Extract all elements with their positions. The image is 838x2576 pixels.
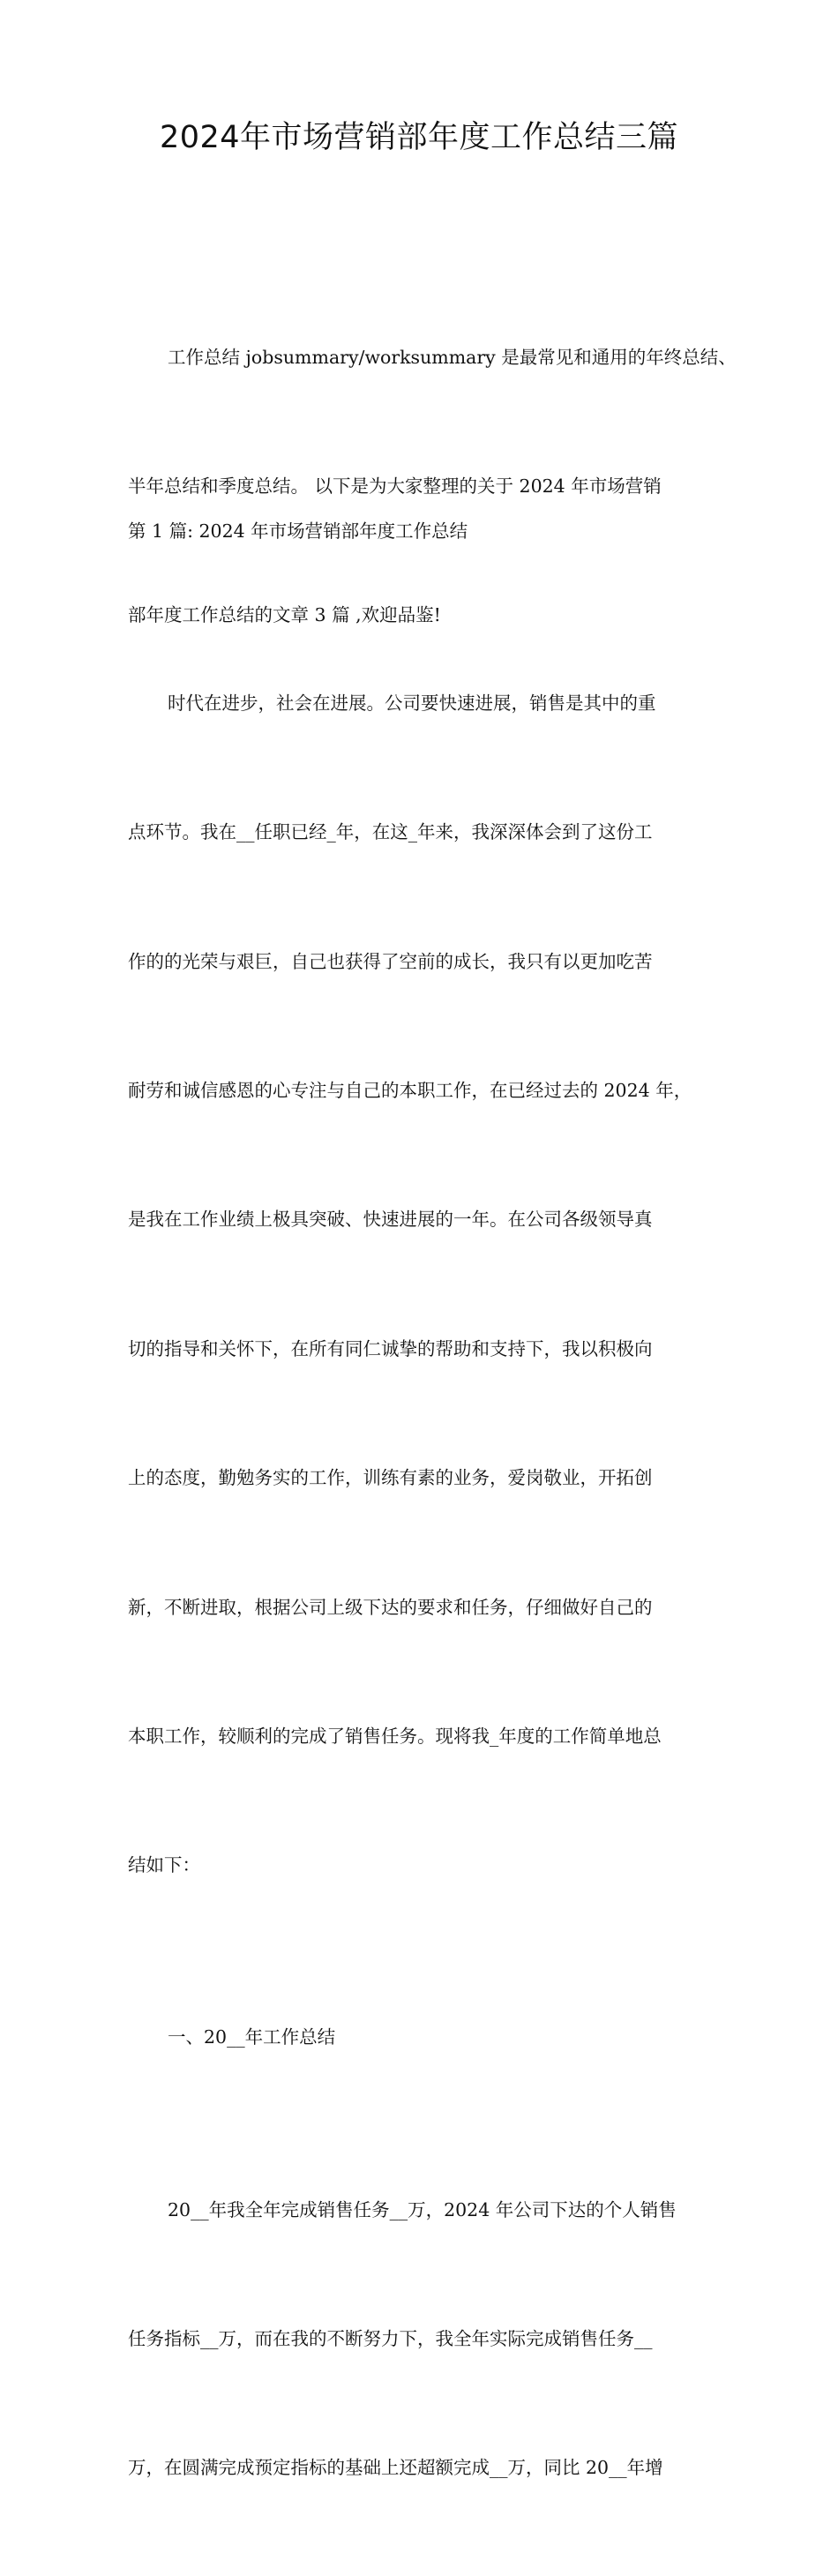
paragraph-line: 万，在圆满完成预定指标的基础上还超额完成__万，同比 20__年增 xyxy=(128,2457,663,2479)
paragraph-line: 耐劳和诚信感恩的心专注与自己的本职工作，在已经过去的 2024 年， xyxy=(128,1079,692,1101)
paragraph-line: 新，不断进取，根据公司上级下达的要求和任务，仔细做好自己的 xyxy=(128,1596,653,1618)
paragraph-line: 是我在工作业绩上极具突破、快速进展的一年。在公司各级领导真 xyxy=(128,1209,653,1231)
intro-line: 工作总结 jobsummary/worksummary 是最常见和通用的年终总结、 xyxy=(168,346,737,368)
section-1 xyxy=(128,423,717,2576)
document-title: 2024年市场营销部年度工作总结三篇 xyxy=(159,120,679,155)
paragraph-line: 时代在进步，社会在进展。公司要快速进展，销售是其中的重 xyxy=(168,692,656,714)
paragraph-line: 本职工作，较顺利的完成了销售任务。现将我_年度的工作简单地总 xyxy=(128,1725,662,1747)
paragraph-line: 20__年我全年完成销售任务__万，2024 年公司下达的个人销售 xyxy=(168,2198,677,2220)
paragraph-line: 上的态度，勤勉务实的工作，训练有素的业务，爱岗敬业，开拓创 xyxy=(128,1467,653,1489)
paragraph-line: 点环节。我在__任职已经_年，在这_年来，我深深体会到了这份工 xyxy=(128,821,653,843)
intro-line: 部年度工作总结的文章 3 篇 ,欢迎品鉴! xyxy=(128,604,441,626)
paragraph-line: 结如下： xyxy=(128,1854,200,1876)
section-heading: 第 1 篇: 2024 年市场营销部年度工作总结 xyxy=(128,520,468,542)
paragraph-line: 切的指导和关怀下，在所有同仁诚挚的帮助和支持下，我以积极向 xyxy=(128,1337,653,1359)
paragraph-line: 任务指标__万，而在我的不断努力下，我全年实际完成销售任务__ xyxy=(128,2328,653,2350)
intro-line: 半年总结和季度总结。 以下是为大家整理的关于 2024 年市场营销 xyxy=(128,475,662,497)
subheading: 一、20__年工作总结 xyxy=(168,2026,336,2048)
paragraph-line: 作的的光荣与艰巨，自己也获得了空前的成长，我只有以更加吃苦 xyxy=(128,950,653,972)
